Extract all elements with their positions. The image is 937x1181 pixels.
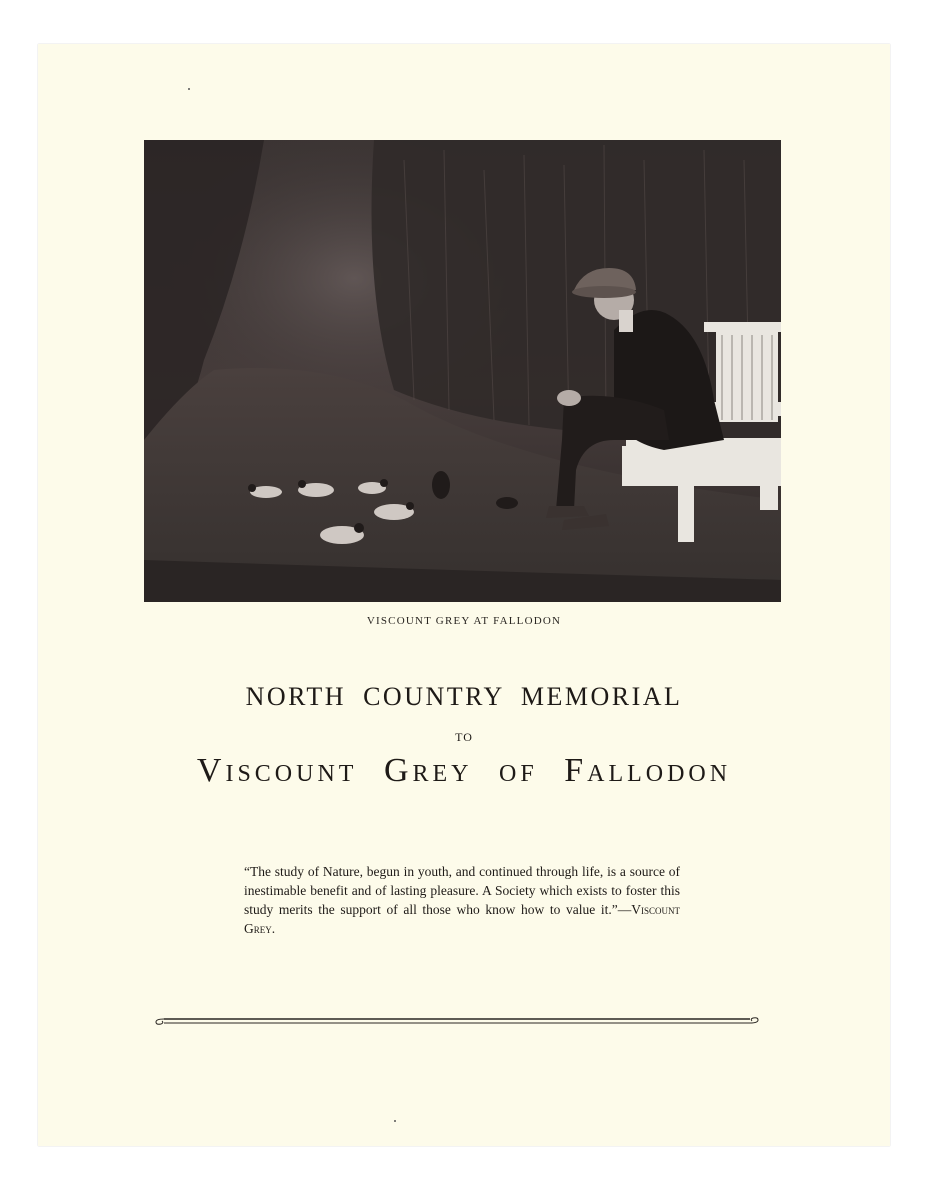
photo-caption: VISCOUNT GREY AT FALLODON <box>366 615 562 627</box>
ornamental-rule <box>152 1014 762 1028</box>
title-line-2: TO <box>455 730 473 744</box>
photograph-viscount-grey-feeding-ducks <box>144 140 781 602</box>
document-page <box>38 44 890 1146</box>
photo-illustration <box>144 140 781 602</box>
title-line-1: NORTH COUNTRY MEMORIAL <box>245 682 683 711</box>
title-line-3: Viscount Grey of Fallodon <box>196 752 732 789</box>
quotation-attribution: Viscount Grey. <box>244 902 680 936</box>
paper-speck <box>394 1120 396 1122</box>
quotation <box>244 862 680 938</box>
paper-speck <box>188 88 190 90</box>
quotation-text: “The study of Nature, begun in youth, and continued through life, is a source of inestimable benefit and of lasting pleasure. A Society which exists to foster this study merits the support of all those who know how to value it.”— <box>244 864 680 917</box>
